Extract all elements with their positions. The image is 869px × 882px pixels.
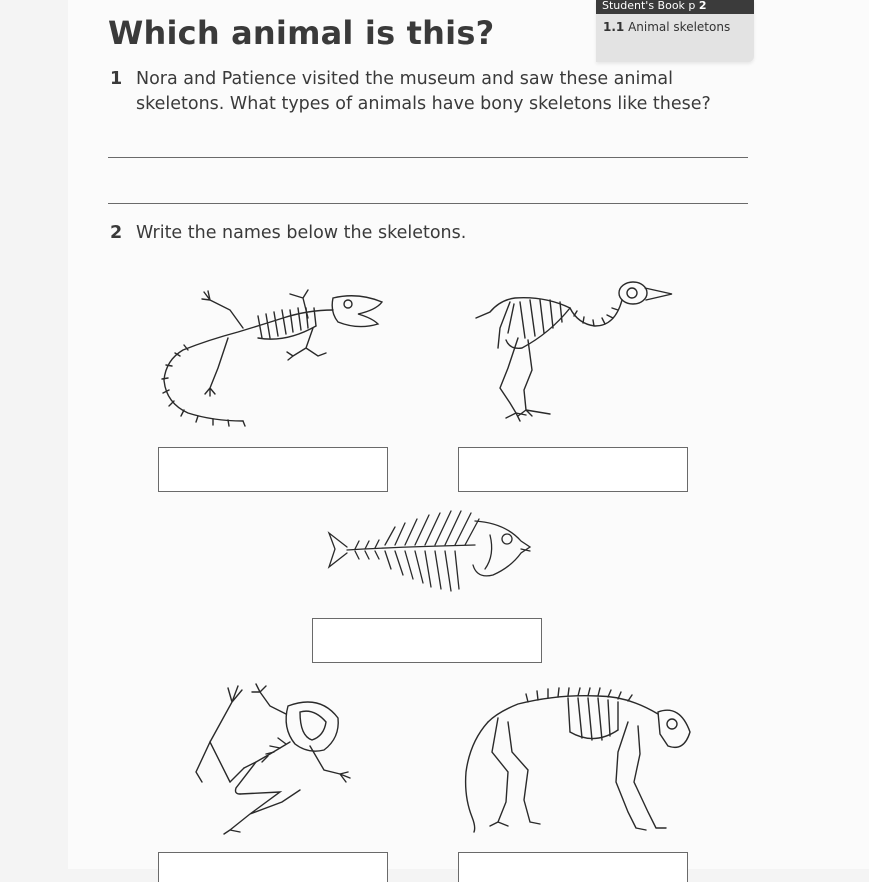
lizard-skeleton-icon xyxy=(158,288,388,433)
answer-box-lizard[interactable] xyxy=(158,447,388,492)
answer-box-bird[interactable] xyxy=(458,447,688,492)
question-2 xyxy=(110,221,466,246)
fish-skeleton-icon xyxy=(325,505,535,600)
answer-line-1[interactable] xyxy=(108,157,748,158)
mammal-skeleton-icon xyxy=(458,682,698,837)
answer-box-frog[interactable] xyxy=(158,852,388,882)
question-text: Write the names below the skeletons. xyxy=(136,223,467,243)
page-title: Which animal is this? xyxy=(108,14,495,52)
frog-skeleton-icon xyxy=(190,682,360,837)
answer-box-mammal[interactable] xyxy=(458,852,688,882)
question-1 xyxy=(110,67,730,117)
question-number: 2 xyxy=(110,223,123,243)
answer-line-2[interactable] xyxy=(108,203,748,204)
question-text-line-2: skeletons. What types of animals have bony skeletons like these? xyxy=(136,94,711,114)
question-number: 1 xyxy=(110,69,123,89)
bird-skeleton-icon xyxy=(470,278,675,433)
answer-box-fish[interactable] xyxy=(312,618,542,663)
book-reference: Student's Book p 2 xyxy=(596,0,754,14)
question-text-line-1: Nora and Patience visited the museum and saw these animal xyxy=(136,69,673,89)
section-label: 1.1 Animal skeletons xyxy=(603,20,731,34)
